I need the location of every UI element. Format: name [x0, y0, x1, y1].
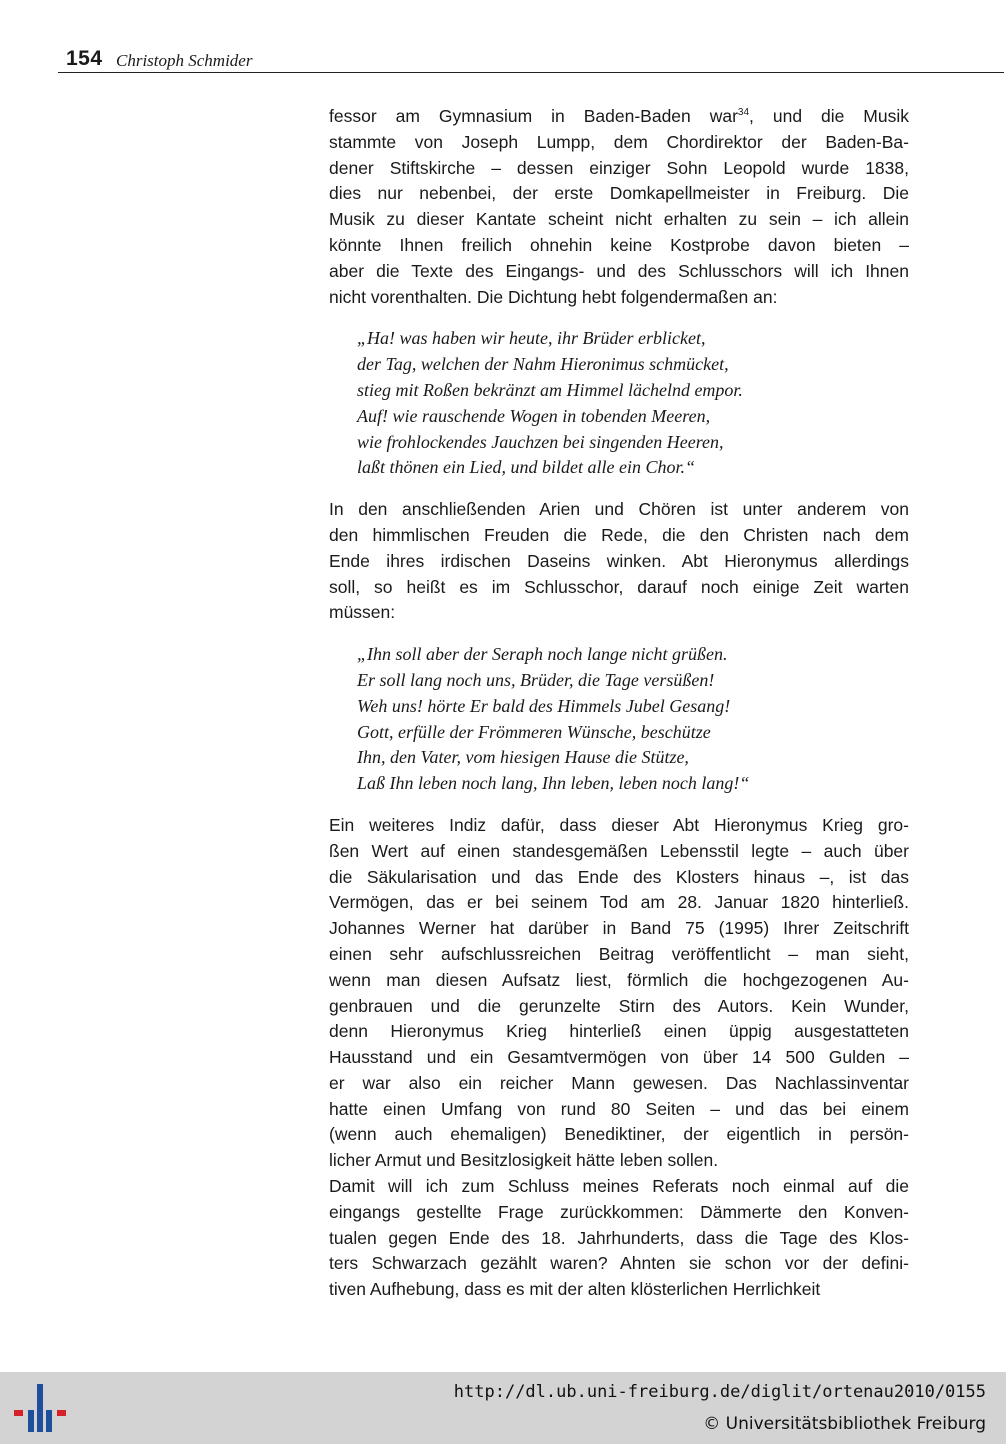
main-text: [329, 104, 909, 1303]
verse-line: Laß Ihn leben noch lang, Ihn leben, leben noch lang!“: [357, 773, 750, 794]
running-head: Christoph Schmider: [116, 51, 253, 70]
text-line: ters Schwarzach gezählt waren? Ahnten sie schon vor der defini-: [329, 1253, 909, 1274]
text-line: Hausstand und ein Gesamtvermögen von über 14 500 Gulden –: [329, 1047, 909, 1068]
paragraph-2: [329, 497, 909, 626]
footnote-ref[interactable]: 34: [737, 107, 750, 119]
paragraph-3: [329, 813, 909, 1174]
text-line: nicht vorenthalten. Die Dichtung hebt folgendermaßen an:: [329, 286, 778, 307]
verse-line: wie frohlockendes Jauchzen bei singenden Heeren,: [357, 431, 724, 452]
text-line: Vermögen, das er bei seinem Tod am 28. Januar 1820 hinterließ.: [329, 892, 909, 913]
text-line: Johannes Werner hat darüber in Band 75 (1995) Ihrer Zeitschrift: [329, 918, 909, 939]
page-number: 154: [66, 47, 103, 70]
verse-line: der Tag, welchen der Nahm Hieronimus schmücket,: [357, 354, 729, 375]
ub-freiburg-logo-icon: [12, 1380, 68, 1438]
text-line: [329, 104, 909, 130]
text-line: Ein weiteres Indiz dafür, dass dieser Abt Hieronymus Krieg gro-: [329, 814, 909, 835]
text-line: licher Armut und Besitzlosigkeit hätte leben sollen.: [329, 1150, 719, 1171]
text-line: genbrauen und die gerunzelte Stirn des Autors. Kein Wunder,: [329, 995, 909, 1016]
text-line: könnte Ihnen freilich ohnehin keine Kostprobe davon bieten –: [329, 234, 909, 255]
text-line: einen sehr aufschlussreichen Beitrag veröffentlicht – man sieht,: [329, 943, 909, 964]
paragraph-1: [329, 104, 909, 310]
text-line: die Säkularisation und das Ende des Klosters hinaus –, ist das: [329, 866, 909, 887]
verse-line: stieg mit Roßen bekränzt am Himmel lächelnd empor.: [357, 379, 743, 400]
text-line: ßen Wert auf einen standesgemäßen Lebensstil legte – auch über: [329, 840, 909, 861]
text-line: stammte von Joseph Lumpp, dem Chordirektor der Baden-Ba-: [329, 131, 909, 152]
page-header: [58, 44, 1004, 73]
verse-line: laßt thönen ein Lied, und bildet alle ein Chor.“: [357, 457, 695, 478]
text-line: aber die Texte des Eingangs- und des Schlusschors will ich Ihnen: [329, 260, 909, 281]
text-fragment: fessor am Gymnasium in Baden-Baden war: [329, 106, 738, 126]
text-line: dener Stiftskirche – dessen einziger Sohn Leopold wurde 1838,: [329, 157, 909, 178]
text-fragment: , und die Musik: [749, 106, 910, 126]
verse-line: Auf! wie rauschende Wogen in tobenden Meeren,: [357, 405, 711, 426]
footer-bar: [0, 1372, 1006, 1444]
text-line: tualen gegen Ende des 18. Jahrhunderts, dass die Tage des Klos-: [329, 1227, 909, 1248]
text-line: tiven Aufhebung, dass es mit der alten klösterlichen Herrlichkeit: [329, 1279, 821, 1300]
footer-url-link[interactable]: http://dl.ub.uni-freiburg.de/diglit/ortenau2010/0155: [453, 1382, 986, 1402]
text-line: denn Hieronymus Krieg hinterließ einen üppig ausgestatteten: [329, 1021, 909, 1042]
text-line: (wenn auch ehemaligen) Benediktiner, der eigentlich in persön-: [329, 1124, 909, 1145]
footer-copyright: © Universitätsbibliothek Freiburg: [703, 1414, 986, 1434]
text-line: er war also ein reicher Mann gewesen. Das Nachlassinventar: [329, 1072, 909, 1093]
text-line: Ende ihres irdischen Daseins winken. Abt Hieronymus allerdings: [329, 550, 909, 571]
text-line: eingangs gestellte Frage zurückkommen: Dämmerte den Konven-: [329, 1201, 909, 1222]
text-line: wenn man diesen Aufsatz liest, förmlich die hochgezogenen Au-: [329, 969, 909, 990]
text-line: hatte einen Umfang von rund 80 Seiten – und das bei einem: [329, 1098, 909, 1119]
text-line: müssen:: [329, 602, 396, 623]
text-line: Musik zu dieser Kantate scheint nicht erhalten zu sein – ich allein: [329, 209, 909, 230]
paragraph-4: [329, 1174, 909, 1303]
text-line: dies nur nebenbei, der erste Domkapellmeister in Freiburg. Die: [329, 183, 909, 204]
text-line: Damit will ich zum Schluss meines Referats noch einmal auf die: [329, 1176, 909, 1197]
verse-line: Gott, erfülle der Frömmeren Wünsche, beschütze: [357, 721, 711, 742]
verse-quote-2: [329, 642, 909, 797]
text-line: In den anschließenden Arien und Chören ist unter anderem von: [329, 499, 909, 520]
verse-line: Ihn, den Vater, vom hiesigen Hause die Stütze,: [357, 747, 689, 768]
text-line: den himmlischen Freuden die Rede, die den Christen nach dem: [329, 524, 909, 545]
verse-line: „Ihn soll aber der Seraph noch lange nicht grüßen.: [357, 644, 728, 665]
verse-line: Er soll lang noch uns, Brüder, die Tage versüßen!: [357, 669, 715, 690]
verse-quote-1: [329, 326, 909, 481]
text-line: soll, so heißt es im Schlusschor, darauf noch einige Zeit warten: [329, 576, 909, 597]
verse-line: Weh uns! hörte Er bald des Himmels Jubel Gesang!: [357, 695, 731, 716]
verse-line: „Ha! was haben wir heute, ihr Brüder erblicket,: [357, 328, 706, 349]
